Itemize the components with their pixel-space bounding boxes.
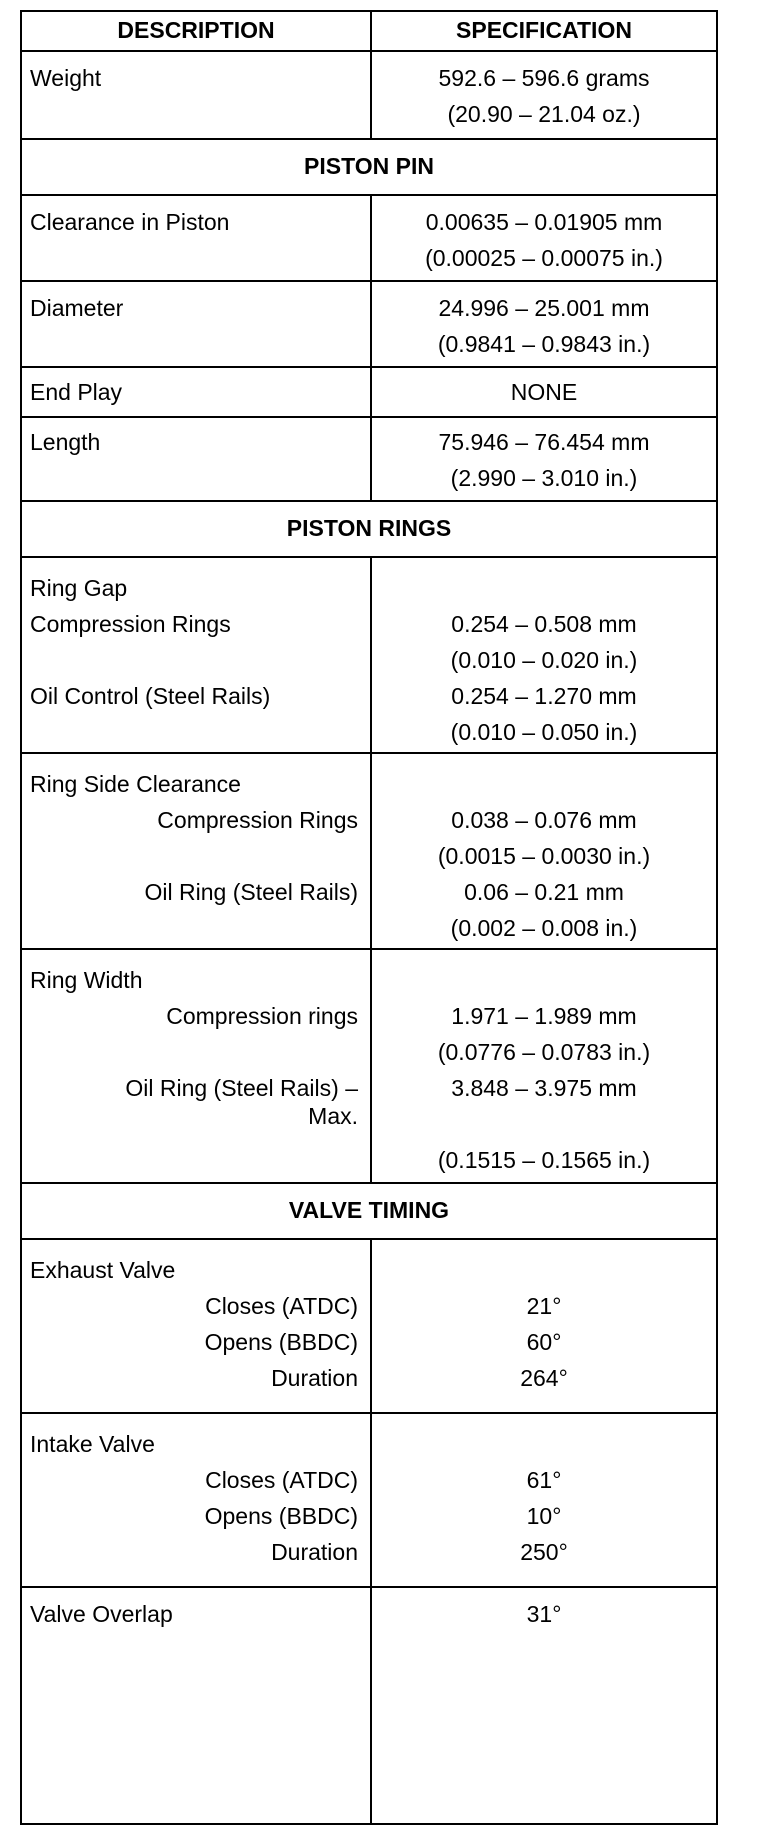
spec-metric: 1.971 – 1.989 mm xyxy=(451,1003,637,1029)
spec-metric: 75.946 – 76.454 mm xyxy=(438,429,650,455)
spec-imperial: (0.0015 – 0.0030 in.) xyxy=(437,843,651,869)
sub-label: Opens (BBDC) xyxy=(204,1503,358,1529)
spec-value: 31° xyxy=(526,1601,562,1627)
sub-label: Compression rings xyxy=(166,1003,358,1029)
spec-imperial: (0.0776 – 0.0783 in.) xyxy=(437,1039,651,1065)
sub-label: Oil Ring (Steel Rails) xyxy=(144,879,358,905)
section-title: VALVE TIMING xyxy=(288,1197,450,1223)
row-label: End Play xyxy=(30,379,123,405)
sub-label: Opens (BBDC) xyxy=(204,1329,358,1355)
table-row-pin-length xyxy=(22,418,716,502)
spec-value: 60° xyxy=(526,1329,562,1355)
spec-value: 21° xyxy=(526,1293,562,1319)
spec-imperial: (0.002 – 0.008 in.) xyxy=(450,915,638,941)
spec-imperial: (0.9841 – 0.9843 in.) xyxy=(437,331,651,357)
row-label: Ring Side Clearance xyxy=(30,771,241,797)
sub-label-continued: Max. xyxy=(308,1103,358,1129)
sub-label: Duration xyxy=(271,1365,358,1391)
table-row-ring-gap xyxy=(22,558,716,754)
row-label: Ring Width xyxy=(30,967,143,993)
section-header-piston-pin xyxy=(22,140,716,196)
table-row-pin-diameter xyxy=(22,282,716,368)
spec-imperial: (0.010 – 0.050 in.) xyxy=(450,719,638,745)
row-label: Intake Valve xyxy=(30,1431,155,1457)
spec-value: 61° xyxy=(526,1467,562,1493)
table-row-ring-width xyxy=(22,950,716,1184)
spec-metric: 0.254 – 1.270 mm xyxy=(451,683,637,709)
section-title: PISTON RINGS xyxy=(286,515,452,541)
section-title: PISTON PIN xyxy=(304,153,434,179)
spec-metric: 24.996 – 25.001 mm xyxy=(438,295,650,321)
spec-metric: 0.038 – 0.076 mm xyxy=(451,807,637,833)
spec-value: 10° xyxy=(526,1503,562,1529)
table-row-ring-side-clearance xyxy=(22,754,716,950)
column-header-description: DESCRIPTION xyxy=(117,17,275,43)
row-label: Valve Overlap xyxy=(30,1601,173,1627)
spec-metric: 3.848 – 3.975 mm xyxy=(451,1075,637,1101)
spec-metric: 0.254 – 0.508 mm xyxy=(451,611,637,637)
spec-value: NONE xyxy=(510,379,578,405)
row-label: Exhaust Valve xyxy=(30,1257,176,1283)
sub-label: Closes (ATDC) xyxy=(205,1293,358,1319)
section-header-valve-timing xyxy=(22,1184,716,1240)
table-row-pin-end-play xyxy=(22,368,716,418)
row-label: Length xyxy=(30,429,101,455)
spec-imperial: (2.990 – 3.010 in.) xyxy=(450,465,638,491)
row-label: Clearance in Piston xyxy=(30,209,230,235)
sub-label: Compression Rings xyxy=(157,807,358,833)
row-label: Weight xyxy=(30,65,102,91)
sub-label: Duration xyxy=(271,1539,358,1565)
sub-label: Oil Control (Steel Rails) xyxy=(30,683,271,709)
spec-value: 264° xyxy=(520,1365,568,1391)
sub-label: Oil Ring (Steel Rails) – xyxy=(125,1075,358,1101)
table-row-weight xyxy=(22,52,716,140)
sub-label: Compression Rings xyxy=(30,611,231,637)
spec-table xyxy=(20,10,718,1825)
table-row-exhaust-valve xyxy=(22,1240,716,1414)
spec-metric: 0.06 – 0.21 mm xyxy=(464,879,624,905)
spec-imperial: (0.1515 – 0.1565 in.) xyxy=(437,1147,651,1173)
table-row-pin-clearance xyxy=(22,196,716,282)
spec-imperial: (0.00025 – 0.00075 in.) xyxy=(425,245,663,271)
row-label: Ring Gap xyxy=(30,575,128,601)
table-header-row xyxy=(22,12,716,52)
sub-label: Closes (ATDC) xyxy=(205,1467,358,1493)
column-header-specification: SPECIFICATION xyxy=(456,17,632,43)
row-label: Diameter xyxy=(30,295,124,321)
table-row-valve-overlap xyxy=(22,1588,716,1823)
section-header-piston-rings xyxy=(22,502,716,558)
spec-metric: 592.6 – 596.6 grams xyxy=(438,65,650,91)
spec-value: 250° xyxy=(520,1539,568,1565)
spec-metric: 0.00635 – 0.01905 mm xyxy=(425,209,663,235)
spec-imperial: (20.90 – 21.04 oz.) xyxy=(447,101,641,127)
spec-imperial: (0.010 – 0.020 in.) xyxy=(450,647,638,673)
table-row-intake-valve xyxy=(22,1414,716,1588)
